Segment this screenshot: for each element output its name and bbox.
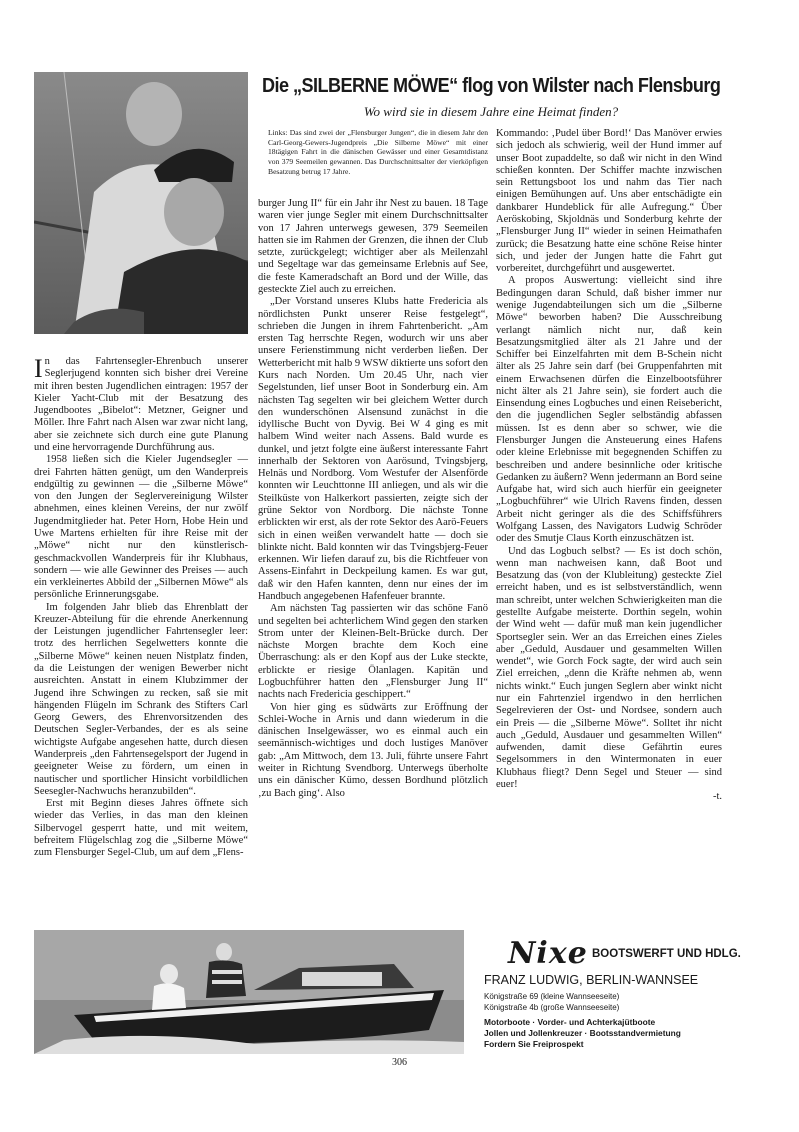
motorboat-photo: [34, 930, 464, 1054]
photo-caption: Links: Das sind zwei der „Flensburger Jungen“, die in diesem Jahr den Carl-Georg-Gewers-Jugendpreis „Die Silberne Möwe“ mit einer 18tägigen Fahrt in die dänischen Gewässer und einer Gesamtdistanz von 379 Seemeilen gewannen. Das Durchschnittsalter der vierköpfigen Besatzung betrug 17 Jahre.: [268, 128, 488, 176]
ad-services-1: Motorboote · Vorder- und Achterkajütboote: [484, 1017, 656, 1027]
article-subtitle: Wo wird sie in diesem Jahre eine Heimat finden?: [363, 104, 619, 119]
paragraph: Am nächsten Tag passierten wir das schöne Fanö und segelten bei achterlichem Wind gegen den starken Strom unter der Kleinen-Belt-Brücke durch. Der nächste Morgen brachte dem Koch eine Überraschung: als er den Kopf aus der Luke steckte, erblickte er riesige Ölanlagen. Kapitän und Logbuchführer hatten den „Flensburger Jung II“ nachts nach Fredericia geschippert.“: [258, 603, 488, 701]
paragraph: Von hier ging es südwärts zur Eröffnung der Schlei-Woche in Arnis und dann wiederum in die dänischen Inselgewässer, wo es einmal auch ein seemännisch-wichtiges und doch lustiges Manöver gab: „Am Mittwoch, dem 13. Juli, führte unsere Fahrt weiter in Richtung Svendborg. Unterwegs überholte uns ein dänischer Kümo, dessen Bordhund plötzlich ‚zu Bach ging‘. Also: [258, 701, 488, 799]
article-title: Die „SILBERNE MÖWE“ flog von Wilster nach Flensburg: [262, 74, 721, 97]
page-number: 306: [392, 1057, 407, 1068]
article-column-3: [496, 128, 722, 803]
ad-address-2: Königstraße 4b (große Wannseeseite): [484, 1003, 620, 1012]
signature: -t.: [712, 791, 722, 803]
paragraph: Erst mit Beginn dieses Jahres öffnete sich wieder das Verlies, in das man den kleinen Silbervogel gesperrt hatte, und mit weitem, befreitem Flügelschlag zog die „Silberne Möwe“ zum Flensburger Segel-Club, um auf dem „Flens-: [34, 798, 248, 859]
ad-prospect: Fordern Sie Freiprospekt: [484, 1039, 584, 1049]
paragraph: 1958 ließen sich die Kieler Jugendsegler — drei Fahrten hätten genügt, um den Wanderpreis endgültig zu gewinnen — die „Silberne Möwe“ von den Jungen der Seglervereinigung Wilster abnehmen, eines kleinen Vereins, der nur zwölf Jugendmitglieder hat. Peter Horn, Hobe Hein und Uwe Martens erhielten für ihre Reise mit der „Möwe“ nicht nur den künstlerisch-geschmackvollen Wanderpreis für ihr Klubhaus, sondern — wie alle Gewinner des Preises — auch ein verkleinertes Abbild der „Silbernen Möwe“ als persönliche Erinnerungsgabe.: [34, 454, 248, 601]
ad-owner: FRANZ LUDWIG, BERLIN-WANNSEE: [484, 973, 699, 987]
article-column-2: [258, 198, 488, 800]
paragraph: Und das Logbuch selbst? — Es ist doch schön, wenn man nachweisen kann, daß Boot und Besatzung das (von der Klubleitung) gesteckte Ziel erreicht haben, und es ist selbstverständlich, wenn man schreibt, unter welchen Schwierigkeiten man die gestellte Aufgabe meisterte. Dorthin segeln, wohin der Wind weht — dafür muß man kein jugendlicher Sportsegler sein. Wer an das Erreichen eines Zieles aber „Geduld, Ausdauer und gesammelten Willen wendet“, wie Gorch Fock sagte, der wird auch sein Ziel erreichen, „denn die Kräfte nehmen ab, wenn nichts winkt.“ Euch jungen Seglern aber winkt nicht nur ein Fahrtenziel irgendwo in den herrlichen Segelrevieren der Ost- und Nordsee, sondern auch ein Preis — die „Silberne Möwe“. Solltet ihr nicht auch „Geduld, Ausdauer und gesammelten Willen“ aufwenden, damit diese Gefährtin eures Segelsommers in den Wintermonaten in euer Klubhaus fliegt? Denn Segel und Steuer — sind euer!: [496, 545, 722, 790]
paragraph: „Der Vorstand unseres Klubs hatte Fredericia als nördlichsten Punkt unserer Reise festgelegt“, schrieben die Jungen in ihrem Fahrtenbericht. „Am ersten Tag herrschte Regen, wodurch wir uns aber unsere Ferienstimmung nicht verderben ließen. Der Wetterbericht mit halb 9 WSW diktierte uns sofort den Kurs nach Norden. Um 20.45 Uhr, nach vier Segelstunden, lief unser Boot in Sonderburg ein. Am nächsten Tag segelten wir bei gleichem Wetter durch den wunderschönen Alsensund zunächst in die idyllische Bucht von Dyvig. Bei W 4 ging es mit halbem Wind weiter nach Assens. Bald wurde es dunkel, und jetzt folgte eine äußerst interessante Fahrt innerhalb der Sektoren von Aarösund, Tvingsbjerg, Helnäs und Nordborg. Vom Westufer der Alsenförde konnten wir Leuchttonne III anliegen, und als wir die Steilküste von Halkerkort passierten, zeigte sich der grüne Sektor von Nordborg. Die nächste Tonne erblickten wir erst, als der rote Sektor des Aarö-Feuers sich in einen weißen verwandelt hatte — doch sie blinkte nicht. Bald konnten wir das Tvingsbjerg-Feuer erkennen. Wir liefen darauf zu, bis die Richtfeuer von Assens-Einfahrt in Deckpeilung kamen. Es war gut, daß wir den Hafen kannten, denn nur eines der im Handbuch angegebenen Hafenfeuer brannte.: [258, 296, 488, 602]
paragraph-text: n das Fahrtensegler-Ehrenbuch unserer Seglerjugend konnten sich bisher drei Vereine mit ihren besten Jugendlichen eintragen: 1957 der Kieler Yacht-Club mit der Besatzung des Jugendbootes „Bibelot“: Metzner, Geigner und Möller. Ihre Fahrt nach Alsen war zwar nicht lang, aber sie zeichnete sich durch eine gute Planung und eine hervorragende Durchführung aus.: [34, 356, 248, 453]
paragraph: Kommando: ‚Pudel über Bord!‘ Das Manöver erwies sich jedoch als schwierig, weil der Hund immer auf unser Boot zupaddelte, so daß wir nicht in den Wind schießen konnten. Der Schiffer machte inzwischen sein Rettungsboot los und nahm das Tier nach einigen Bemühungen auf. Uns aber entschädigte ein dankbarer Hundeblick für alle Aufregung.“ Über Aeröskobing, Skjoldnäs und Sonderburg kehrte der „Flensburger Jung II“ wieder in seinen Heimathafen zurück; die Besatzung hatte eine schöne Reise hinter sich, und jeder der Jungen hatte die Fahrt gut vorbereitet, durchgeführt und ausgewertet.: [496, 128, 722, 275]
ad-address-1: Königstraße 69 (kleine Wannseeseite): [484, 992, 620, 1001]
article-column-1: [34, 356, 248, 860]
ad-brand-subtitle: BOOTSWERFT UND HDLG.: [592, 948, 741, 960]
drop-cap: I: [34, 354, 43, 383]
sailors-photo-graphic: [34, 72, 248, 334]
motorboat-graphic: [34, 930, 464, 1054]
paragraph: [34, 356, 248, 454]
paragraph: A propos Auswertung: vielleicht sind ihre Bedingungen daran Schuld, daß bisher immer nur wenige Jugendabteilungen sich um die „Silberne Möwe“ beworben haben? Die Ausschreibung verlangt nämlich nicht nur, daß kein Besatzungsmitglied älter als 21 Jahre und der Schiffer bei Einzelfahrten mit dem B-Schein nicht älter als 25 Jahre sein darf (bei Gruppenfahrten mit einem Erwachsenen dürfen die Einzelbootsführer nicht älter als 21 Jahre sein), sie fordert auch die Einsendung eines Logbuches und einen Reisebericht, den die jugendlichen Segler selbständig abfassen müssen. Ist es denn aber so schwer, wie die Flensburger Jungen die Ansteuerung eines Hafens oder kleine Erlebnisse mit begegnenden Schiffen zu beschreiben und andere besinnliche oder kritische Gedanken zu äußern? Wenn jedermann an Bord seine Aufgabe hat, wird sich auch hierfür ein geeigneter „Logbuchführer“ wie Ulrich Ravens finden, dessen Arbeit nicht geringer als die des Schiffsführers Wolfgang Lassen, des Navigators Ludwig Schröder oder des Smutje Claus Korth einzuschätzen ist.: [496, 275, 722, 545]
sailors-photo: [34, 72, 248, 334]
ad-brand-logo: Nixe: [508, 936, 588, 971]
nixe-advertisement: [474, 930, 741, 1054]
paragraph: burger Jung II“ für ein Jahr ihr Nest zu bauen. 18 Tage waren vier junge Segler mit einem Durchschnittsalter von 17 Jahren unterwegs gewesen, 379 Seemeilen hatten sie im Rahmen der Grenzen, die ihnen der Club setzte, zurückgelegt; wichtiger aber als Meilenzahl und Segeltage war das gemeinsame Erlebnis auf See, die feste Kameradschaft an Bord und der Wille, das gesteckte Ziel auch zu erreichen.: [258, 198, 488, 295]
ad-services-2: Jollen und Jollenkreuzer · Bootsstandvermietung: [484, 1028, 681, 1038]
paragraph: Im folgenden Jahr blieb das Ehrenblatt der Kreuzer-Abteilung für die ehrende Anerkennung der Leistungen jugendlicher Fahrtensegler leer: trotz des herrlichen Segelwetters konnte die „Silberne Möwe“ keinen neuen Nistplatz finden, da die Leistungen der wenigen Bewerber nicht ausreichten. Anstatt in einem Klubzimmer der Jugend ihre Schwingen zu recken, saß sie mit hängenden Flügeln im Schrank des Stifters Carl Georg Gewers, des Ehrenvorsitzenden des Deutschen Segler-Verbandes, der es als seine wichtigste Aufgabe angesehen hatte, durch diesen Wanderpreis „den Fahrtensegelsport der Jugend in geeigneter Weise zu fördern, um einen in nautischer und sportlicher Hinsicht vorbildlichen Seesegler-Nachwuchs heranzubilden“.: [34, 601, 248, 797]
